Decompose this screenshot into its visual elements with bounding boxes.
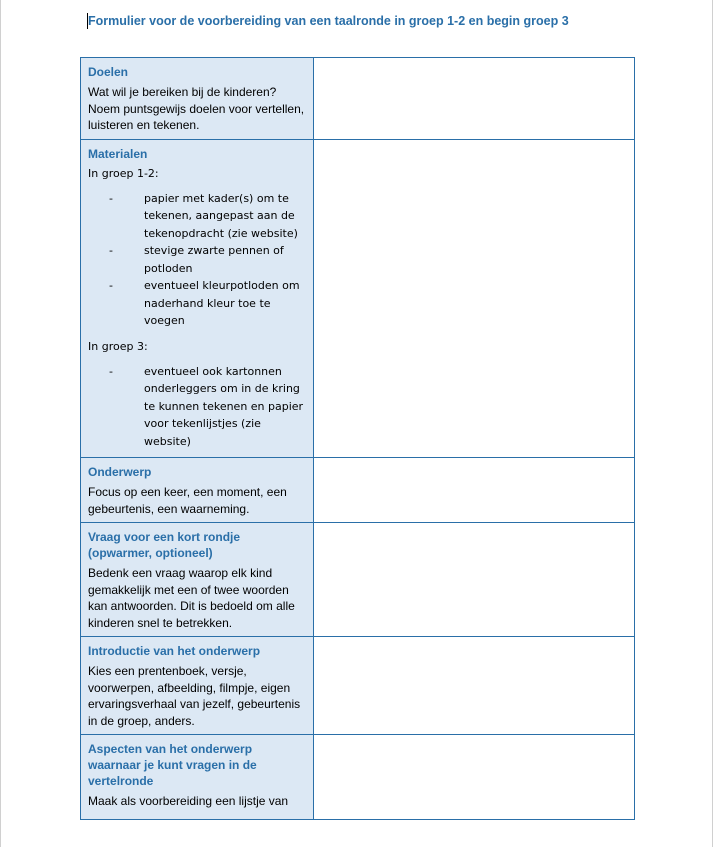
description-onderwerp: Focus op een keer, een moment, een gebeurtenis, een waarneming.: [88, 485, 287, 516]
list-item: - eventueel ook kartonnen onderleggers om in de kring te kunnen tekenen en papier voor tekenlijstjes (zie website): [109, 364, 304, 448]
answer-cell-onderwerp[interactable]: [314, 458, 635, 523]
answer-cell-vraag[interactable]: [314, 523, 635, 637]
label-cell-introductie[interactable]: [81, 637, 314, 735]
list-item: - papier met kader(s) om te tekenen, aangepast aan de tekenopdracht (zie website): [109, 191, 298, 240]
materials-list-group-3: [88, 363, 305, 451]
label-cell-aspecten[interactable]: [81, 735, 314, 820]
description-vraag: Bedenk een vraag waarop elk kind gemakkelijk met een of twee woorden kan antwoorden. Dit is bedoeld om alle kinderen snel te betrekken.: [88, 566, 295, 630]
group-label-3: In groep 3:: [88, 339, 148, 353]
answer-cell-materialen[interactable]: [314, 139, 635, 458]
row-materialen: [81, 139, 635, 458]
description-doelen: Wat wil je bereiken bij de kinderen? Noem puntsgewijs doelen voor vertellen, luisteren en tekenen.: [88, 85, 305, 132]
answer-cell-introductie[interactable]: [314, 637, 635, 735]
list-item: - eventueel kleurpotloden om naderhand kleur toe te voegen: [109, 279, 300, 327]
materials-list-group-1-2: [88, 190, 305, 330]
heading-onderwerp: Onderwerp: [88, 465, 152, 479]
row-doelen: [81, 58, 635, 140]
description-aspecten: Maak als voorbereiding een lijstje van: [88, 794, 289, 808]
row-aspecten: [81, 735, 635, 820]
document-title[interactable]: Formulier voor de voorbereiding van een taalronde in groep 1-2 en begin groep 3: [88, 14, 569, 28]
description-introductie: Kies een prentenboek, versje, voorwerpen, afbeelding, filmpje, eigen ervaringsverhaal van jezelf, gebeurtenis in de groep, anders.: [88, 664, 301, 728]
heading-aspecten: Aspecten van het onderwerp waarnaar je kunt vragen in de vertelronde: [88, 742, 257, 788]
heading-introductie: Introductie van het onderwerp: [88, 644, 261, 658]
row-vraag: [81, 523, 635, 637]
answer-cell-doelen[interactable]: [314, 58, 635, 140]
heading-materialen: Materialen: [88, 146, 148, 161]
list-item: - stevige zwarte pennen of potloden: [109, 244, 284, 275]
row-introductie: [81, 637, 635, 735]
label-cell-vraag[interactable]: [81, 523, 314, 637]
heading-vraag: Vraag voor een kort rondje (opwarmer, optioneel): [88, 530, 241, 560]
form-table: [80, 57, 635, 820]
label-cell-doelen[interactable]: [81, 58, 314, 140]
heading-doelen: Doelen: [88, 65, 129, 79]
page-edge-left: [0, 0, 1, 847]
group-label-1-2: In groep 1-2:: [88, 166, 159, 180]
label-cell-onderwerp[interactable]: [81, 458, 314, 523]
row-onderwerp: [81, 458, 635, 523]
label-cell-materialen[interactable]: [81, 139, 314, 458]
answer-cell-aspecten[interactable]: [314, 735, 635, 820]
